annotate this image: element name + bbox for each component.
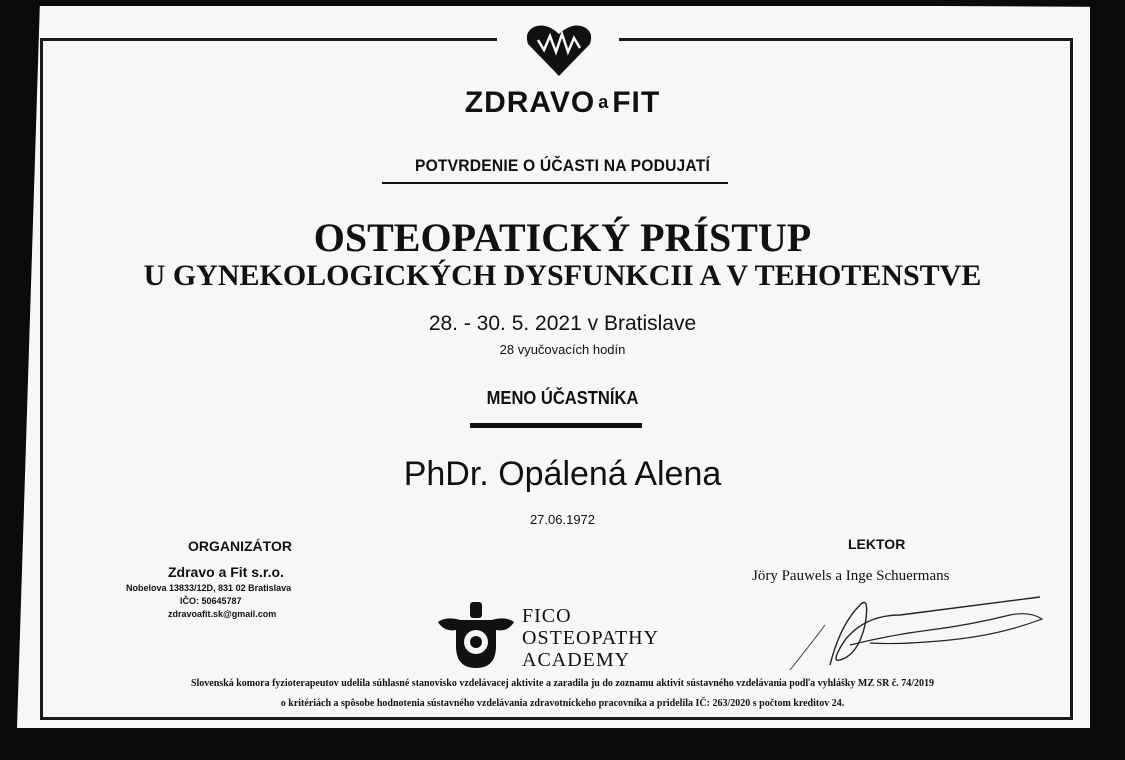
organizer-label: ORGANIZÁTOR [188, 538, 292, 554]
subtitle-underline [382, 182, 728, 184]
academy-line2: OSTEOPATHY [522, 627, 660, 649]
organizer-name: Zdravo a Fit s.r.o. [168, 564, 284, 580]
organizer-email: zdravoafit.sk@gmail.com [168, 609, 277, 619]
lecturer-names: Jöry Pauwels a Inge Schuermans [752, 568, 950, 584]
academy-line1: FICO [522, 605, 572, 627]
participant-label-underline [470, 423, 642, 428]
heart-icon [524, 22, 594, 78]
photo-edge-top [0, 0, 1125, 6]
participant-label: MENO ÚČASTNÍKA [486, 388, 639, 408]
brand-left: ZDRAVO [464, 86, 596, 119]
organizer-ico: IČO: 50645787 [180, 596, 242, 606]
event-title-line2: U GYNEKOLOGICKÝCH DYSFUNKCII A V TEHOTENSTVE [143, 259, 982, 292]
lecturer-label: LEKTOR [848, 536, 906, 552]
brand-and: a [598, 92, 610, 112]
participant-name: PhDr. Opálená Alena [403, 455, 722, 493]
event-dates: 28. - 30. 5. 2021 v Bratislave [428, 312, 697, 335]
accreditation-line1: Slovenská komora fyzioterapeutov udelila súhlasné stanovisko vzdelávacej aktivite a zaradila ju do zoznamu aktivít sústavného vzdelávania podľa vyhlášky MZ SR č. 74/2019 [190, 678, 935, 689]
brand-right: FIT [612, 86, 661, 119]
event-title-line1: OSTEOPATICKÝ PRÍSTUP [313, 215, 812, 260]
accreditation-line2: o kritériách a spôsobe hodnotenia sústavného vzdelávania zdravotníckeho pracovníka a pridelila IČ: 263/2020 s počtom kreditov 24. [280, 698, 845, 709]
signature [770, 585, 1050, 675]
brand-logo-text [0, 86, 1125, 120]
certificate-subtitle: POTVRDENIE O ÚČASTI NA PODUJATÍ [414, 156, 711, 175]
academy-line3: ACADEMY [522, 649, 631, 671]
photo-edge-bottom [0, 728, 1125, 760]
organizer-address: Nobelova 13833/12D, 831 02 Bratislava [126, 583, 292, 593]
event-hours: 28 vyučovacích hodín [499, 342, 626, 357]
participant-birthdate: 27.06.1972 [529, 512, 596, 527]
vertebra-icon [436, 602, 516, 672]
